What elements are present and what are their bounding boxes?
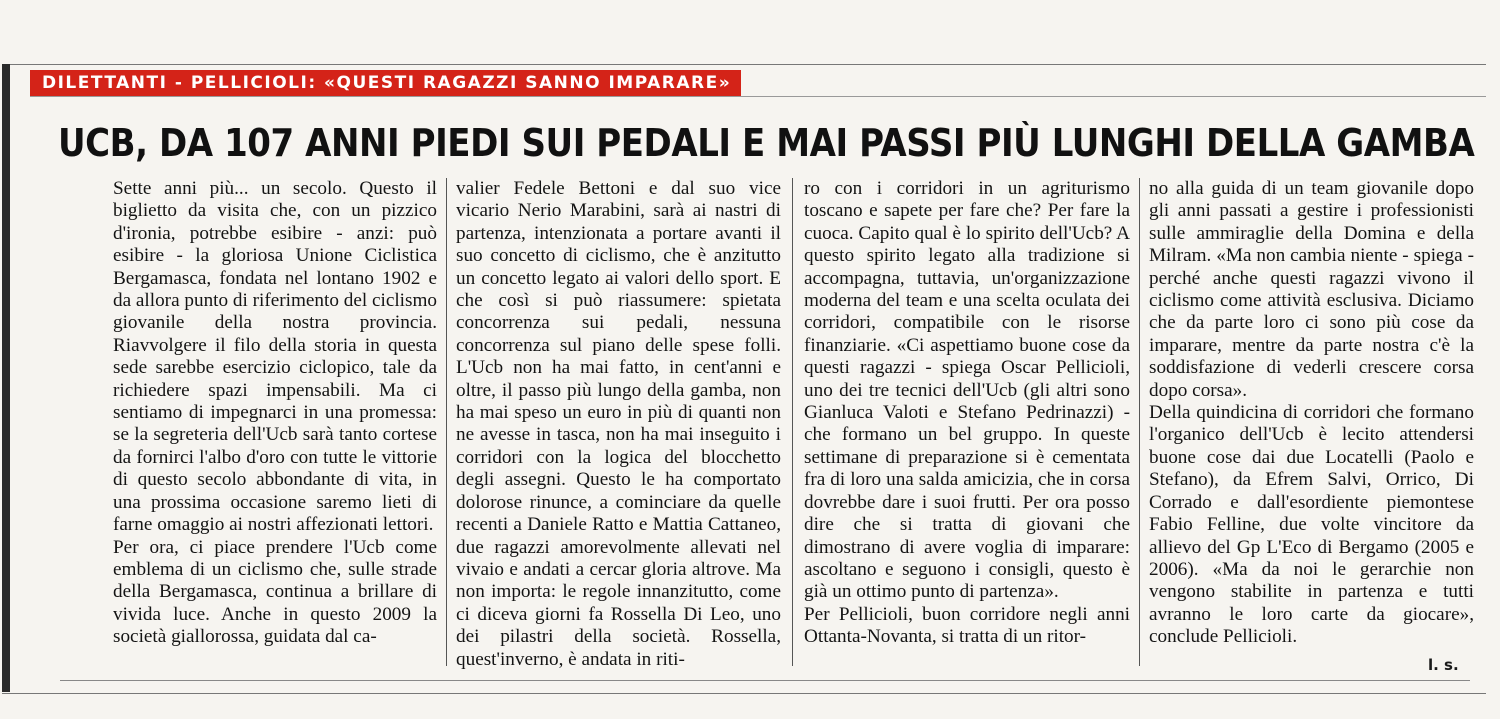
column-rule (1139, 178, 1140, 666)
author-signature: l. s. (1428, 656, 1459, 674)
paragraph: Sette anni più... un secolo. Questo il biglietto da visita che, con un pizzico d'ironia, potrebbe esibire - anzi: può esibire - la gloriosa Unione Ciclistica Bergamasca, fondata nel lontano 1902 e da allora punto di riferimento del ciclismo giovanile della nostra provincia. Riavvolgere il filo della storia in questa sede sarebbe esercizio ciclopico, tale da richiedere spazi impensabili. Ma ci sentiamo di impegnarci in una promessa: se la segreteria dell'Ucb sarà tanto cortese da fornirci l'albo d'oro con tutte le vittorie di questo secolo abbondante di vita, in una prossima occasione saremo lieti di farne omaggio ai nostri affezionati lettori. (113, 178, 437, 536)
paragraph: valier Fedele Bettoni e dal suo vice vicario Nerio Marabini, sarà ai nastri di partenza, intenzionata a portare avanti il suo concetto di ciclismo, che è anzitutto un concetto legato ai valori dello sport. E che così si può riassumere: spietata concorrenza sui pedali, nessuna concorrenza sul piano delle spese folli. L'Ucb non ha mai fatto, in cent'anni e oltre, il passo più lungo della gamba, non ha mai speso un euro in più di quanti non ne avesse in tasca, non ha mai inseguito i corridori con la logica del blocchetto degli assegni. Questo le ha comportato dolorose rinunce, a cominciare da quelle recenti a Daniele Ratto e Mattia Cattaneo, due ragazzi amorevolmente allevati nel vivaio e andati a cercar gloria altrove. Ma non importa: le regole innanzitutto, come ci diceva giorni fa Rossella Di Leo, uno dei pilastri della società. Rossella, quest'inverno, è andata in riti- (456, 178, 781, 670)
column-rule (446, 178, 447, 666)
kicker-rule (30, 96, 1486, 97)
paragraph: ro con i corridori in un agriturismo toscano e sapete per fare che? Per fare la cuoca. Capito qual è lo spirito dell'Ucb? A questo spirito legato alla tradizione si accompagna, tuttavia, un'organizzazione moderna del team e una scelta oculata dei corridori, compatibile con le risorse finanziarie. «Ci aspettiamo buone cose da questi ragazzi - spiega Oscar Pellicioli, uno dei tre tecnici dell'Ucb (gli altri sono Gianluca Valoti e Stefano Pedrinazzi) - che formano un bel gruppo. In queste settimane di preparazione si è cementata fra di loro una salda amicizia, che in corsa dovrebbe dare i suoi frutti. Per ora posso dire che si tratta di giovani che dimostrano di avere voglia di imparare: ascoltano e seguono i consigli, questo è già un ottimo punto di partenza». (804, 178, 1130, 603)
left-edge-bar (2, 64, 10, 692)
article-column-3 (804, 178, 1130, 649)
article-column-4 (1149, 178, 1474, 649)
paragraph: no alla guida di un team giovanile dopo gli anni passati a gestire i professionisti sulle ammiraglie della Domina e della Milram. «Ma non cambia niente - spiega - perché anche questi ragazzi vivono il ciclismo come attività esclusiva. Diciamo che da parte loro ci sono più cose da imparare, mentre da parte nostra c'è la soddisfazione di vederli crescere corsa dopo corsa». (1149, 178, 1474, 401)
article-kicker: DILETTANTI - PELLICIOLI: «QUESTI RAGAZZI SANNO IMPARARE» (30, 70, 741, 97)
bottom-rule (60, 680, 1470, 681)
paragraph: Per ora, ci piace prendere l'Ucb come emblema di un ciclismo che, sulle strade della Bergamasca, continua a brillare di vivida luce. Anche in questo 2009 la società giallorossa, guidata dal ca- (113, 536, 437, 648)
paragraph: Per Pellicioli, buon corridore negli anni Ottanta-Novanta, si tratta di un ritor- (804, 603, 1130, 648)
article-column-2 (456, 178, 781, 671)
article-headline: UCB, DA 107 ANNI PIEDI SUI PEDALI E MAI PASSI PIÙ LUNGHI DELLA GAMBA (58, 121, 1475, 165)
paragraph: Della quindicina di corridori che formano l'organico dell'Ucb è lecito attendersi buone cose dai due Locatelli (Paolo e Stefano), da Efrem Salvi, Orrico, Di Corrado e dall'esordiente piemontese Fabio Felline, due volte vincitore da allievo del Gp L'Eco di Bergamo (2005 e 2006). «Ma da noi le gerarchie non vengono stabilite in partenza e tutti avranno le loro carte da giocare», conclude Pellicioli. (1149, 402, 1474, 648)
column-rule (792, 178, 793, 666)
article-column-1 (113, 178, 437, 649)
